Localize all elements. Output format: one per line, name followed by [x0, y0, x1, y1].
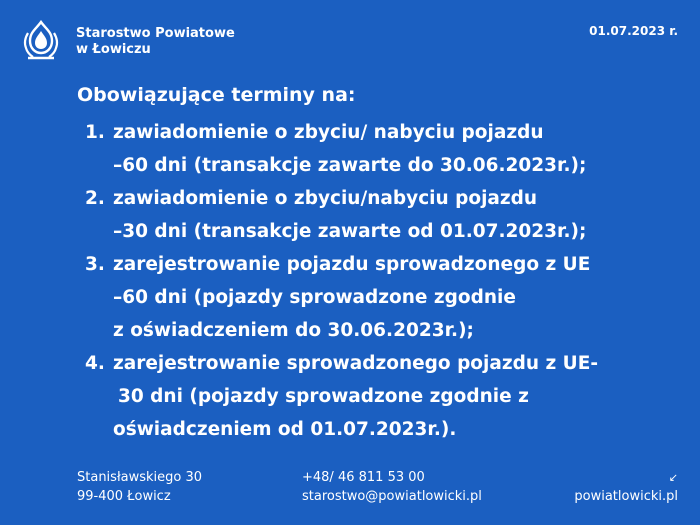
list-item-line: –30 dni (transakcje zawarte od 01.07.2023r.);	[113, 221, 587, 242]
list-item-line: –60 dni (transakcje zawarte do 30.06.2023r.);	[113, 155, 587, 176]
organization-name-line1: Starostwo Powiatowe	[76, 26, 235, 41]
list-item	[0, 248, 633, 347]
organization-name	[76, 26, 235, 58]
footer-address	[77, 468, 202, 506]
arrow-icon: ↙	[668, 471, 678, 484]
list-item-line: oświadczeniem od 01.07.2023r.).	[113, 419, 457, 440]
page-heading: Obowiązujące terminy na:	[77, 84, 356, 106]
list-item-line: –60 dni (pojazdy sprowadzone zgodnie	[113, 287, 516, 308]
date-label: 01.07.2023 r.	[589, 24, 678, 38]
address-city: 99-400 Łowicz	[77, 489, 171, 504]
address-street: Stanisławskiego 30	[77, 470, 203, 485]
flame-emblem-icon	[20, 20, 62, 62]
list-item	[0, 347, 633, 446]
list-item-line: zawiadomienie o zbyciu/nabyciu pojazdu	[113, 188, 538, 209]
list-item-number: 4.	[85, 353, 105, 374]
list-item-line: zawiadomienie o zbyciu/ nabyciu pojazdu	[113, 122, 544, 143]
phone-number: +48/ 46 811 53 00	[302, 470, 425, 485]
footer-contact	[302, 468, 482, 506]
footer-website	[574, 468, 678, 506]
list-item-line: zarejestrowanie sprowadzonego pojazdu z UE-	[113, 353, 599, 374]
list-item-number: 3.	[85, 254, 105, 275]
list-item-line: 30 dni (pojazdy sprowadzone zgodnie z	[118, 386, 529, 407]
list-item-number: 1.	[85, 122, 105, 143]
list-item	[0, 182, 633, 248]
organization-name-line2: w Łowiczu	[76, 42, 151, 57]
list-item-line: zarejestrowanie pojazdu sprowadzonego z UE	[113, 254, 591, 275]
list-item	[0, 116, 633, 182]
email-link[interactable]: starostwo@powiatlowicki.pl	[302, 489, 482, 504]
website-link[interactable]: powiatlowicki.pl	[574, 489, 678, 504]
deadline-list	[0, 116, 633, 446]
list-item-line: z oświadczeniem do 30.06.2023r.);	[113, 320, 474, 341]
list-item-number: 2.	[85, 188, 105, 209]
